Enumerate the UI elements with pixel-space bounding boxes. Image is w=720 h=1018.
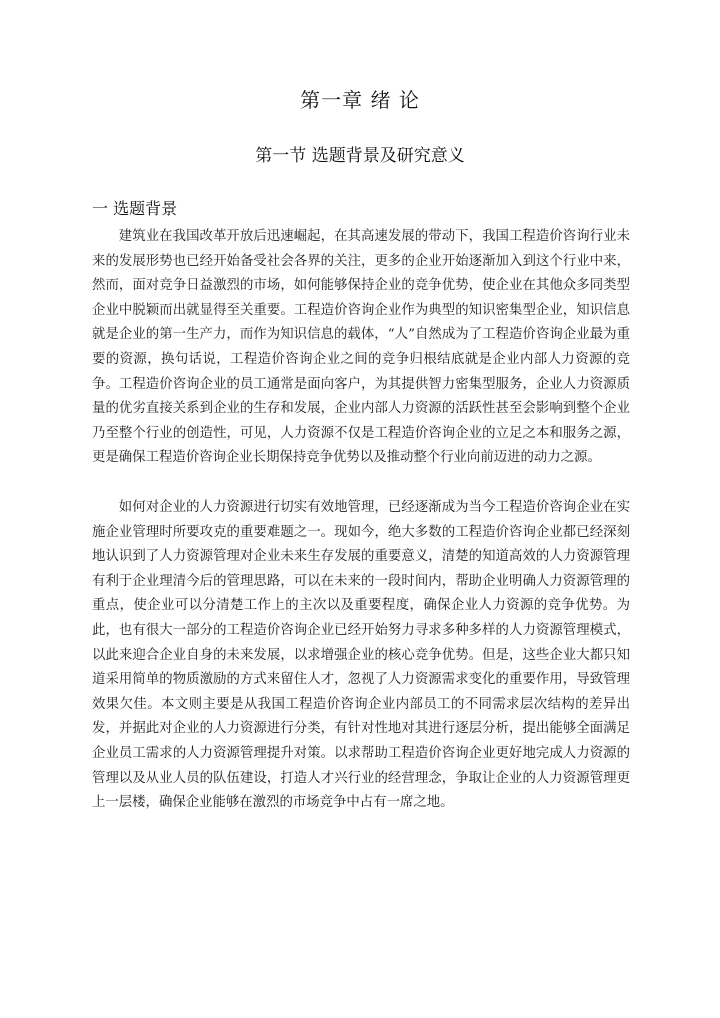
section-title: 第一节 选题背景及研究意义 — [255, 146, 465, 166]
chapter-title: 第一章 绪 论 — [300, 88, 420, 112]
subsection-title: 一 选题背景 — [92, 199, 178, 218]
body-paragraph: 如何对企业的人力资源进行切实有效地管理，已经逐渐成为当今工程造价咨询企业在实施企业管理时所要攻克的重要难题之一。现如今，绝大多数的工程造价咨询企业都已经深刻地认识到了人力资源管理对企业未来生存发展的重要意义，清楚的知道高效的人力资源管理有利于企业理清今后的管理思路，可以在未来的一段时间内，帮助企业明确人力资源管理的重点，使企业可以分清楚工作上的主次以及重要程度，确保企业人力资源的竞争优势。为此，也有很大一部分的工程造价咨询企业已经开始努力寻求多种多样的人力资源管理模式，以此来迎合企业自身的未来发展，以求增强企业的核心竞争优势。但是，这些企业大都只知道采用简单的物质激励的方式来留住人才，忽视了人力资源需求变化的重要作用，导致管理效果欠佳。本文则主要是从我国工程造价咨询企业内部员工的不同需求层次结构的差异出发，并据此对企业的人力资源进行分类，有针对性地对其进行逐层分析，提出能够全面满足企业员工需求的人力资源管理提升对策。以求帮助工程造价咨询企业更好地完成人力资源的管理以及从业人员的队伍建设，打造人才兴行业的经营理念，争取让企业的人力资源管理更上一层楼，确保企业能够在激烈的市场竞争中占有一席之地。 — [92, 500, 630, 811]
body-paragraph: 建筑业在我国改革开放后迅速崛起，在其高速发展的带动下，我国工程造价咨询行业未来的发展形势也已经开始备受社会各界的关注，更多的企业开始逐渐加入到这个行业中来，然而，面对竞争日益激烈的市场，如何能够保持企业的竞争优势，使企业在其他众多同类型企业中脱颖而出就显得至关重要。工程造价咨询企业作为典型的知识密集型企业，知识信息就是企业的第一生产力，而作为知识信息的载体，“人”自然成为了工程造价咨询企业最为重要的资源，换句话说，工程造价咨询企业之间的竞争归根结底就是企业内部人力资源的竞争。工程造价咨询企业的员工通常是面向客户，为其提供智力密集型服务，企业人力资源质量的优劣直接关系到企业的生存和发展，企业内部人力资源的活跃性甚至会影响到整个企业乃至整个行业的创造性，可见，人力资源不仅是工程造价咨询企业的立足之本和服务之源，更是确保工程造价咨询企业长期保持竞争优势以及推动整个行业向前迈进的动力之源。 — [92, 229, 630, 466]
